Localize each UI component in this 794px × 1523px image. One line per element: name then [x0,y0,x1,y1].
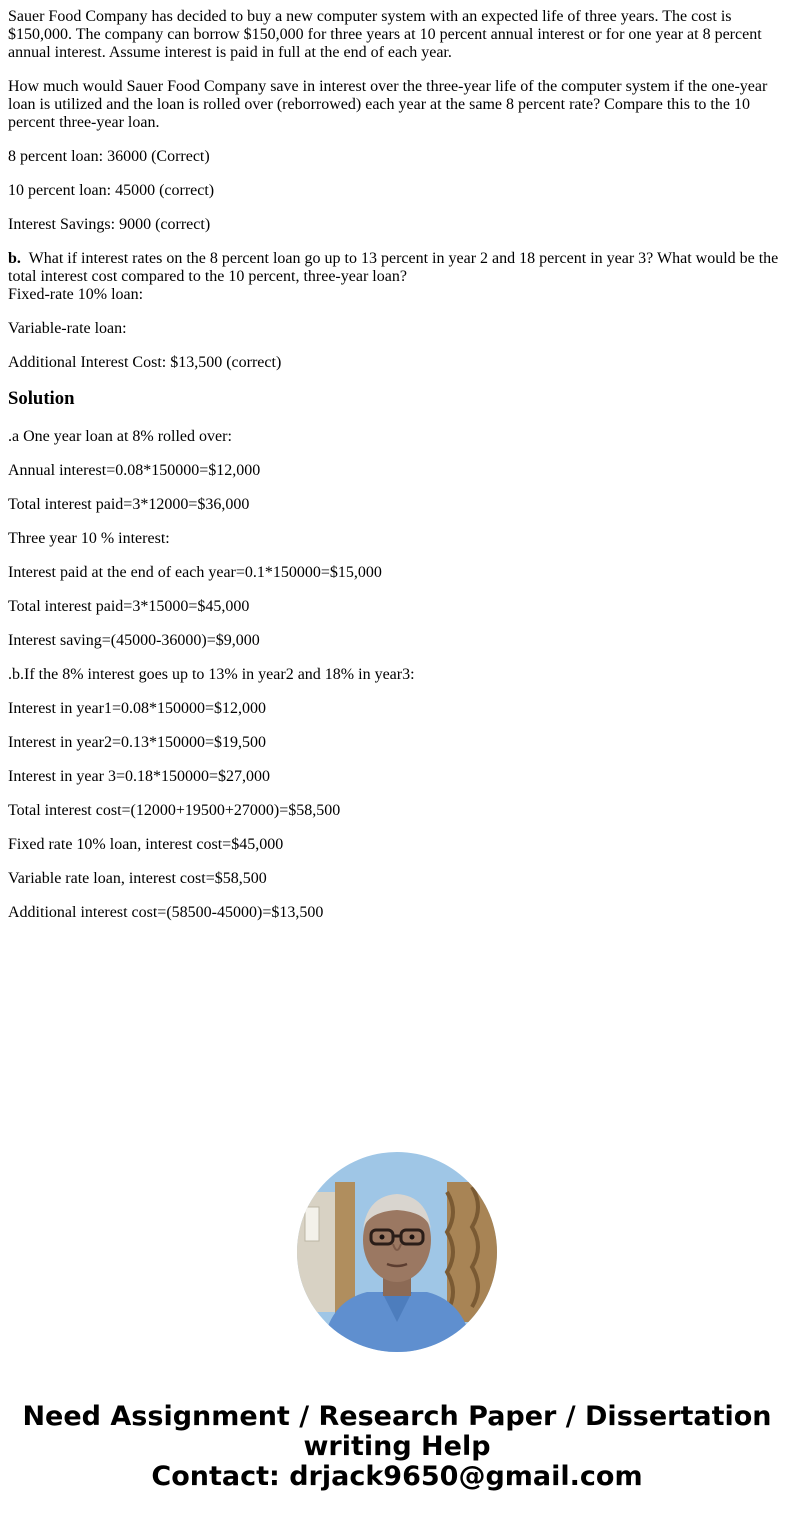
solution-line: Interest in year 3=0.18*150000=$27,000 [8,768,270,785]
solution-heading: Solution [8,388,75,409]
solution-line: Total interest paid=3*15000=$45,000 [8,598,250,615]
promo-line-1: Need Assignment / Research Paper / Dissertation [22,1401,772,1432]
promo-contact-line: Contact: drjack9650@gmail.com [151,1461,643,1492]
solution-line: Additional interest cost=(58500-45000)=$13,500 [8,904,324,921]
solution-line: .b.If the 8% interest goes up to 13% in year2 and 18% in year3: [8,666,415,683]
question-intro: Sauer Food Company has decided to buy a new computer system with an expected life of three years. The cost is $150,000. The company can borrow $150,000 for three years at 10 percent annual interest or for one year at 8 percent annual interest. Assume interest is paid in full at the end of each year. [8,8,762,61]
solution-line: Fixed rate 10% loan, interest cost=$45,000 [8,836,284,853]
solution-line: Interest in year1=0.08*150000=$12,000 [8,700,266,717]
solution-line: Total interest cost=(12000+19500+27000)=$58,500 [8,802,341,819]
solution-lines [8,428,786,922]
solution-line: Annual interest=0.08*150000=$12,000 [8,462,261,479]
answer-interest-savings: Interest Savings: 9000 (correct) [8,216,211,233]
answer-10-percent-loan: 10 percent loan: 45000 (correct) [8,182,215,199]
solution-line: Interest in year2=0.13*150000=$19,500 [8,734,266,751]
part-b-additional-cost: Additional Interest Cost: $13,500 (correct) [8,354,282,371]
solution-line: Variable rate loan, interest cost=$58,500 [8,870,267,887]
answer-8-percent-loan: 8 percent loan: 36000 (Correct) [8,148,210,165]
solution-line: Interest saving=(45000-36000)=$9,000 [8,632,260,649]
part-b-fixed-label: Fixed-rate 10% loan: [8,286,144,303]
promo-text [0,1402,794,1492]
promo-section [0,1152,794,1492]
solution-line: Total interest paid=3*12000=$36,000 [8,496,250,513]
promo-line-2: writing Help [303,1431,491,1462]
part-b-label: b. [8,250,21,267]
solution-line: .a One year loan at 8% rolled over: [8,428,232,445]
document-body [8,8,786,938]
question-part-b [8,250,786,304]
question-part-a: How much would Sauer Food Company save in interest over the three-year life of the computer system if the one-year loan is utilized and the loan is rolled over (reborrowed) each year at the same 8 percent rate? Compare this to the 10 percent three-year loan. [8,78,768,131]
part-b-variable-label: Variable-rate loan: [8,320,127,337]
part-b-text: What if interest rates on the 8 percent loan go up to 13 percent in year 2 and 18 percent in year 3? What would be the total interest cost compared to the 10 percent, three-year loan? [8,250,779,285]
solution-line: Three year 10 % interest: [8,530,170,547]
avatar-portrait-image [297,1152,497,1352]
solution-line: Interest paid at the end of each year=0.1*150000=$15,000 [8,564,382,581]
avatar [297,1152,497,1352]
